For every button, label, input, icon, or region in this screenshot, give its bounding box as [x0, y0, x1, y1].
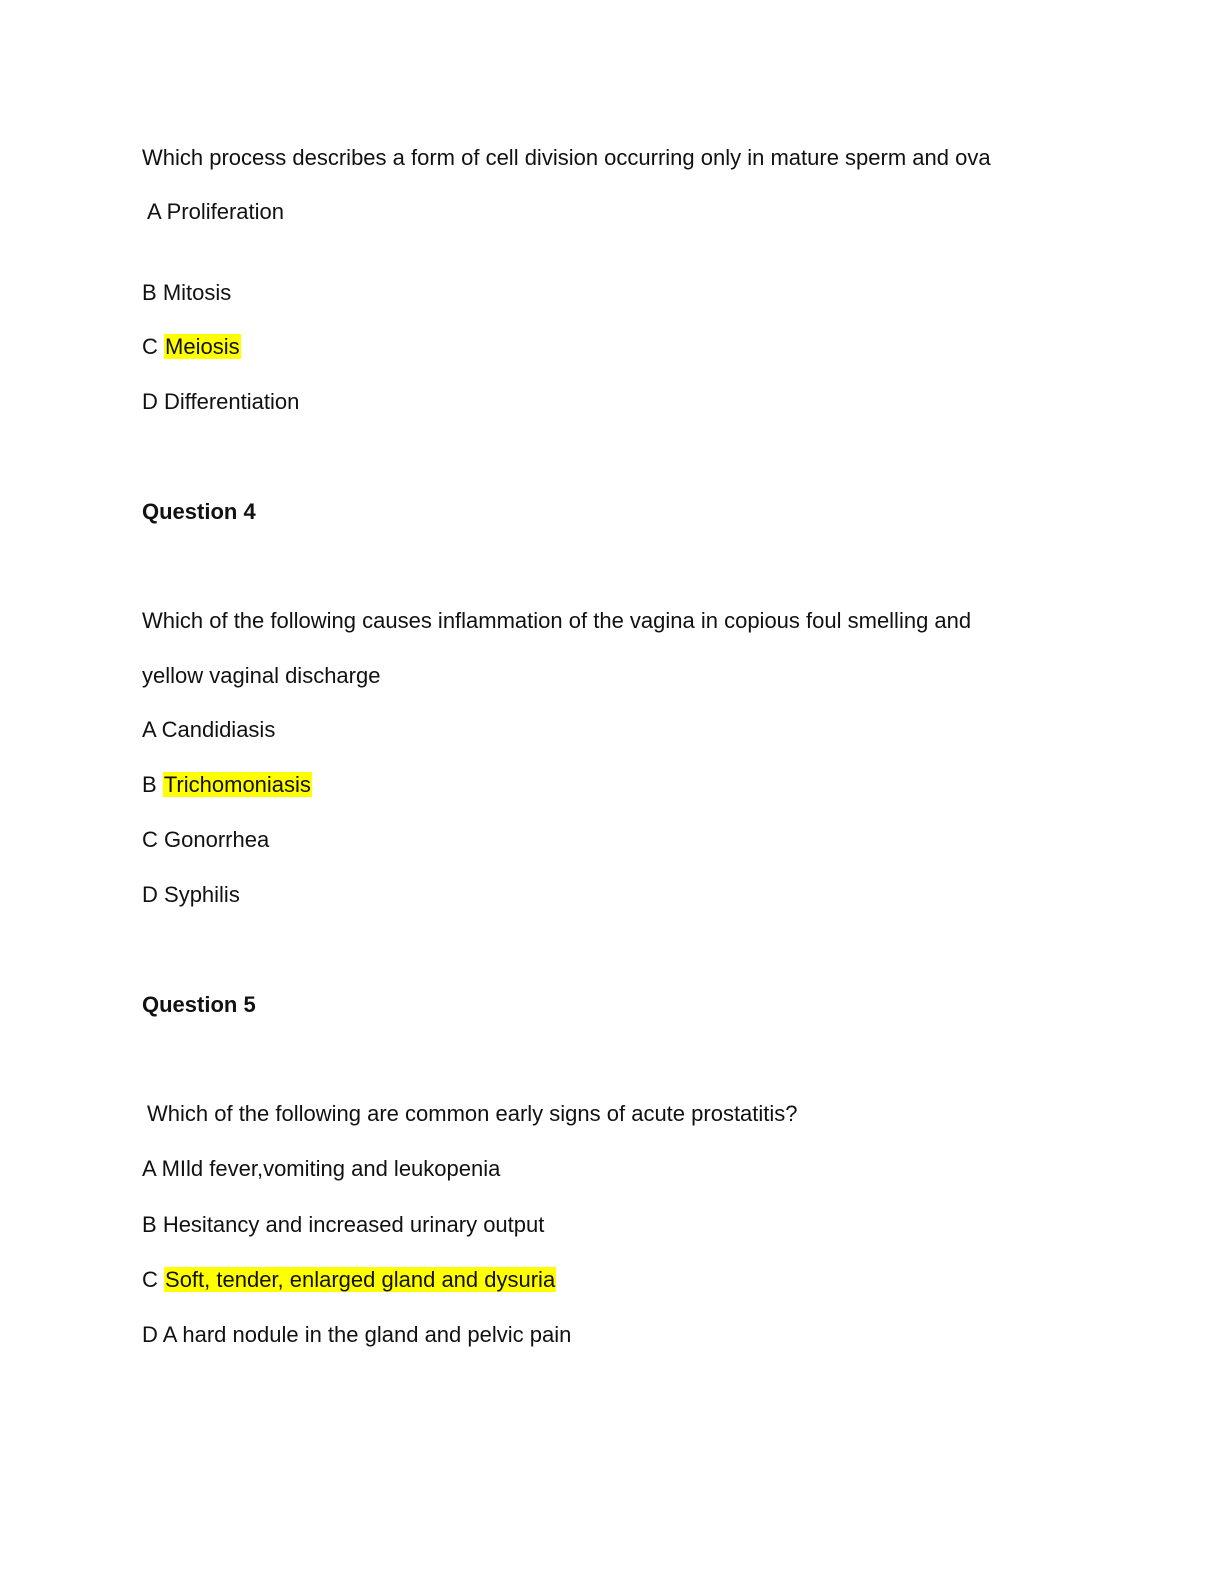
question-3-text: Which process describes a form of cell division occurring only in mature sperm and ova	[142, 145, 991, 170]
option-letter: B	[142, 1212, 157, 1237]
option-text: Hesitancy and increased urinary output	[162, 1212, 545, 1237]
option-letter: C	[142, 334, 158, 359]
option-letter: A	[142, 717, 156, 742]
question-4-option-a	[142, 716, 275, 744]
option-letter: D	[142, 1322, 158, 1347]
question-5-option-a	[142, 1155, 500, 1183]
question-3-option-a	[147, 198, 284, 226]
option-letter: A	[142, 1156, 156, 1181]
option-text-highlighted-answer: Meiosis	[165, 334, 240, 359]
question-4-option-b	[142, 771, 312, 799]
option-letter: A	[147, 199, 161, 224]
option-letter: B	[142, 772, 157, 797]
question-4-option-c	[142, 826, 269, 854]
option-letter: B	[142, 280, 157, 305]
question-4-option-d	[142, 881, 240, 909]
question-5-option-d	[142, 1321, 571, 1349]
option-text: Gonorrhea	[164, 827, 270, 852]
option-text: MIld fever,vomiting and leukopenia	[161, 1156, 501, 1181]
option-letter: D	[142, 882, 158, 907]
question-5-text: Which of the following are common early signs of acute prostatitis?	[147, 1101, 798, 1126]
question-5-option-b	[142, 1211, 544, 1239]
option-text: Syphilis	[164, 882, 240, 907]
option-text-highlighted-answer: Trichomoniasis	[163, 772, 311, 797]
option-text: Candidiasis	[161, 717, 276, 742]
question-5-option-c	[142, 1266, 556, 1294]
option-text: Mitosis	[162, 280, 232, 305]
option-letter: C	[142, 1267, 158, 1292]
option-text: Proliferation	[166, 199, 284, 224]
question-3-option-d	[142, 388, 299, 416]
question-5-heading: Question 5	[142, 992, 256, 1017]
question-3-option-c	[142, 333, 241, 361]
question-4-text-line-2: yellow vaginal discharge	[142, 663, 381, 688]
option-letter: C	[142, 827, 158, 852]
option-text: A hard nodule in the gland and pelvic pain	[162, 1322, 572, 1347]
question-4-heading: Question 4	[142, 499, 256, 524]
option-text: Differentiation	[164, 389, 300, 414]
question-4-text-line-1: Which of the following causes inflammation of the vagina in copious foul smelling and	[142, 608, 972, 633]
option-text-highlighted-answer: Soft, tender, enlarged gland and dysuria	[165, 1267, 556, 1292]
question-3-option-b	[142, 279, 231, 307]
option-letter: D	[142, 389, 158, 414]
